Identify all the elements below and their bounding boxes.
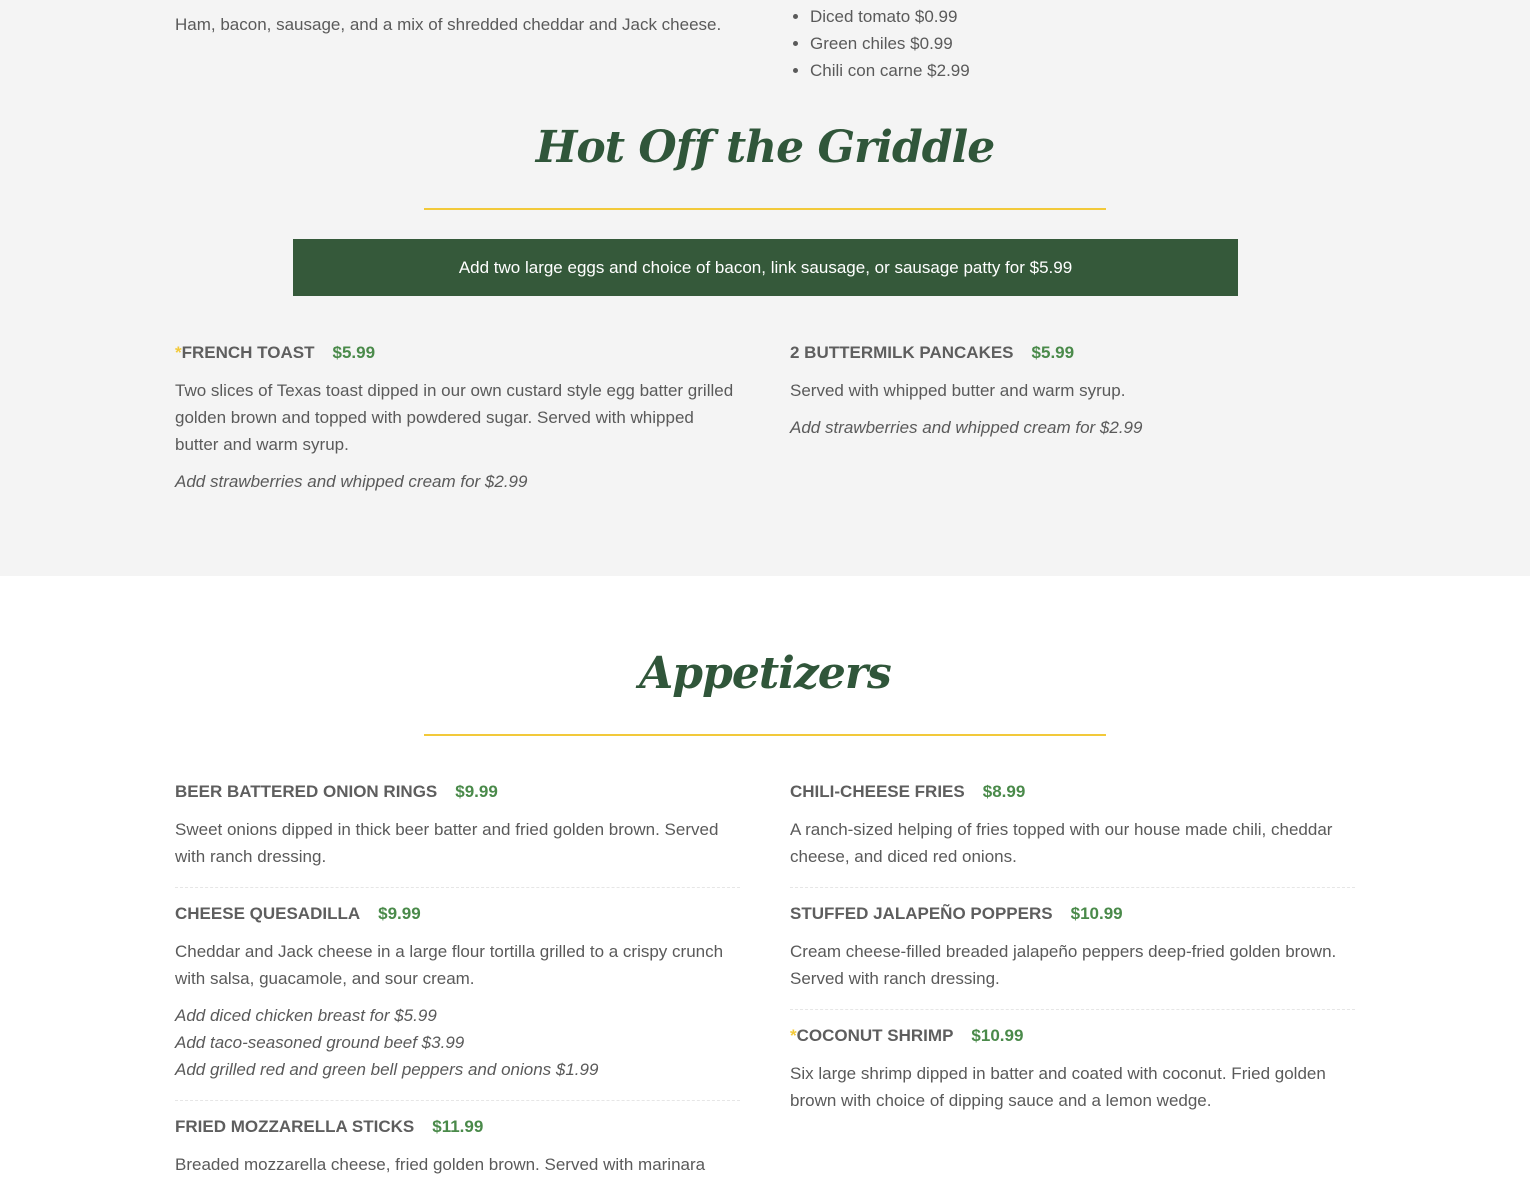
item-separator [175, 887, 740, 888]
item-name: FRENCH TOAST [181, 343, 315, 362]
item-heading [790, 340, 1355, 366]
menu-item-chili-cheese-fries [790, 779, 1355, 870]
item-addons [175, 468, 740, 495]
item-price: $11.99 [432, 1117, 484, 1136]
item-heading [790, 901, 1355, 927]
menu-item-onion-rings [175, 779, 740, 870]
item-separator [790, 1009, 1355, 1010]
menu-item-buttermilk-pancakes [790, 340, 1355, 441]
item-addon: Add taco-seasoned ground beef $3.99 [175, 1033, 465, 1052]
menu-item-jalapeno-poppers [790, 901, 1355, 992]
item-description: Sweet onions dipped in thick beer batter and fried golden brown. Served with ranch dressing. [175, 820, 719, 866]
featured-star: * [175, 343, 182, 362]
item-description: Cream cheese-filled breaded jalapeño peppers deep-fried golden brown. Served with ranch dressing. [790, 942, 1337, 988]
item-heading [175, 901, 740, 927]
item-heading [175, 1114, 740, 1140]
section-divider [424, 734, 1106, 736]
item-price: $9.99 [378, 904, 421, 923]
item-price: $8.99 [982, 782, 1026, 801]
item-addon: Add grilled red and green bell peppers and onions $1.99 [175, 1060, 599, 1079]
item-price: $10.99 [971, 1026, 1024, 1045]
previous-item-addons [790, 4, 970, 85]
item-addon: Add strawberries and whipped cream for $2.99 [175, 472, 528, 491]
item-addon: Add strawberries and whipped cream for $2.99 [790, 418, 1143, 437]
item-name: CHEESE QUESADILLA [175, 904, 361, 923]
section-title-griddle: Hot Off the Griddle [535, 122, 995, 173]
featured-star: * [790, 1026, 797, 1045]
item-addons [790, 414, 1355, 441]
item-heading [790, 779, 1355, 805]
item-description: Cheddar and Jack cheese in a large flour tortilla grilled to a crispy crunch with salsa, guacamole, and sour cream. [175, 942, 724, 988]
addon-list-item: • Diced tomato $0.99 [810, 4, 970, 31]
item-description: Six large shrimp dipped in batter and coated with coconut. Fried golden brown with choice of dipping sauce and a lemon wedge. [790, 1064, 1326, 1110]
item-name: FRIED MOZZARELLA STICKS [175, 1117, 415, 1136]
item-addons [175, 1002, 740, 1083]
item-separator [175, 1100, 740, 1101]
item-price: $9.99 [455, 782, 498, 801]
item-price: $5.99 [332, 343, 376, 362]
item-heading [790, 1023, 1355, 1049]
item-name: CHILI-CHEESE FRIES [790, 782, 965, 801]
item-separator [790, 887, 1355, 888]
item-price: $10.99 [1070, 904, 1123, 923]
addon-list-item: • Chili con carne $2.99 [810, 58, 970, 85]
griddle-section [0, 0, 1530, 576]
item-name: 2 BUTTERMILK PANCAKES [790, 343, 1014, 362]
addon-list-item: • Green chiles $0.99 [810, 31, 970, 58]
item-description: Breaded mozzarella cheese, fried golden brown. Served with marinara [175, 1155, 706, 1174]
section-divider [424, 208, 1106, 210]
item-name: BEER BATTERED ONION RINGS [175, 782, 438, 801]
section-title-appetizers: Appetizers [639, 648, 891, 699]
previous-item-description: Ham, bacon, sausage, and a mix of shredded cheddar and Jack cheese. [175, 15, 722, 34]
item-name: COCONUT SHRIMP [796, 1026, 954, 1045]
menu-item-french-toast [175, 340, 740, 495]
item-description: Served with whipped butter and warm syrup. [790, 381, 1126, 400]
item-heading [175, 779, 740, 805]
appetizers-section [0, 576, 1530, 1180]
menu-item-mozzarella-sticks [175, 1114, 740, 1178]
item-description: Two slices of Texas toast dipped in our own custard style egg batter grilled golden brown and topped with powdered sugar. Served with whipped butter and warm syrup. [175, 381, 734, 454]
eggs-addon-banner: Add two large eggs and choice of bacon, link sausage, or sausage patty for $5.99 [293, 239, 1238, 296]
item-price: $5.99 [1031, 343, 1075, 362]
item-heading [175, 340, 740, 366]
item-name: STUFFED JALAPEÑO POPPERS [790, 904, 1053, 923]
menu-item-cheese-quesadilla [175, 901, 740, 1083]
item-addon: Add diced chicken breast for $5.99 [175, 1006, 437, 1025]
menu-item-coconut-shrimp [790, 1023, 1355, 1114]
item-description: A ranch-sized helping of fries topped with our house made chili, cheddar cheese, and diced red onions. [790, 820, 1333, 866]
